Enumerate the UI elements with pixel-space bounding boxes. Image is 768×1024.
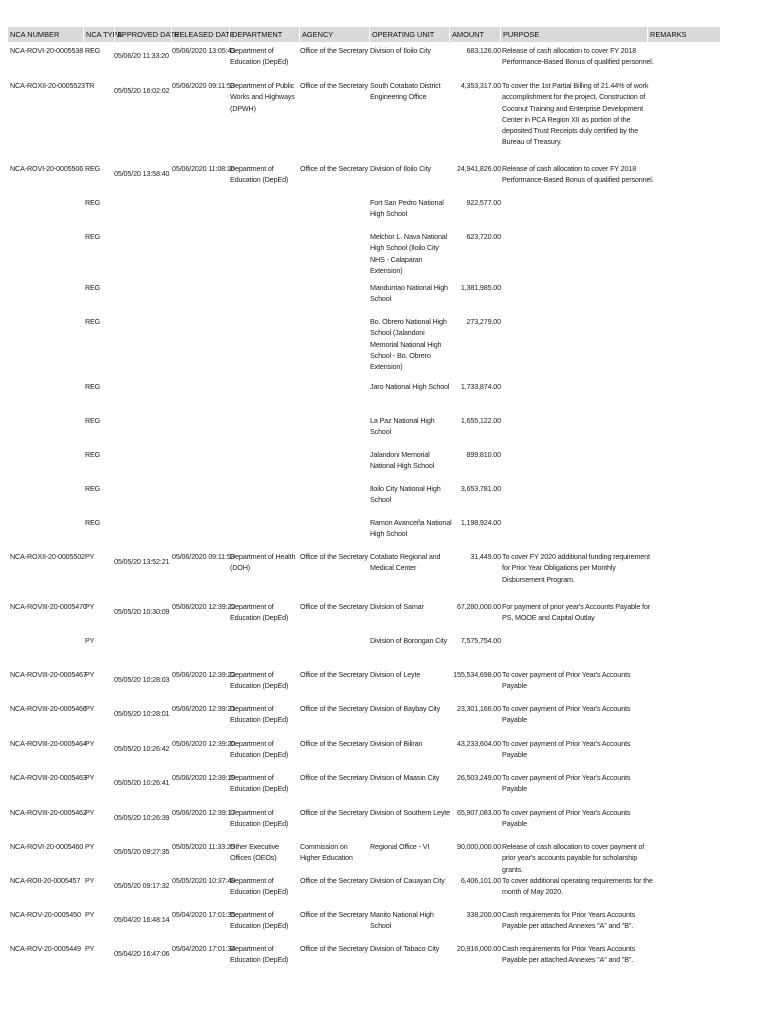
amount-cell: 7,575,754.00	[460, 636, 501, 645]
approved-date-cell: 05/05/20 10:26:39	[114, 813, 170, 822]
purpose-cell: For payment of prior year's Accounts Payable for PS, MOOE and Capital Outlay	[502, 602, 650, 623]
amount-cell: 1,733,874.00	[460, 382, 501, 391]
released-date-cell: 05/06/2020 09:11:53	[172, 552, 235, 561]
operating-unit-cell: Bo. Obrero National High School (Jalandoni Memorial National High School - Bo. Obrero Extension)	[370, 317, 447, 372]
nca-number-cell: NCA-ROVI-20-0005538	[10, 46, 84, 55]
nca-number-cell: NCA-ROII-20-0005457	[10, 876, 81, 885]
nca-number-cell: NCA-ROVIII-20-0005467	[10, 670, 87, 679]
purpose-cell: To cover payment of Prior Year's Accounts Payable	[502, 739, 631, 760]
nca-type-cell: REG	[85, 283, 101, 292]
amount-cell: 23,301,166.00	[456, 704, 501, 713]
nca-number-cell: NCA-ROV-20-0005450	[10, 910, 81, 919]
department-cell: Department of Health (DOH)	[230, 552, 296, 573]
operating-unit-cell: Division of Borongan City	[370, 636, 447, 645]
agency-cell: Office of the Secretary	[300, 46, 368, 55]
nca-type-cell: PY	[85, 876, 95, 885]
released-date-cell: 05/06/2020 12:39:20	[172, 739, 236, 748]
agency-cell: Office of the Secretary	[300, 808, 368, 817]
agency-cell: Office of the Secretary	[300, 602, 368, 611]
department-cell: Department of Education (DepEd)	[230, 670, 289, 691]
header-amount: AMOUNT	[449, 27, 500, 42]
agency-cell: Office of the Secretary	[300, 552, 368, 561]
nca-number-cell: NCA-ROVIII-20-0005462	[10, 808, 87, 817]
agency-cell: Office of the Secretary	[300, 910, 368, 919]
operating-unit-cell: Division of Maasin City	[370, 773, 440, 782]
operating-unit-cell: Division of Baybay City	[370, 704, 441, 713]
operating-unit-cell: Division of Iloilo City	[370, 46, 431, 55]
department-cell: Other Executive Offices (OEOs)	[230, 842, 279, 863]
nca-type-cell: REG	[85, 416, 101, 425]
operating-unit-cell: Manito National High School	[370, 910, 434, 931]
purpose-cell: To cover payment of Prior Year's Accounts Payable	[502, 808, 631, 829]
amount-cell: 67,280,000.00	[456, 602, 501, 611]
approved-date-cell: 05/05/20 13:58:40	[114, 169, 170, 178]
approved-date-cell: 05/06/20 11:33:20	[114, 51, 169, 60]
purpose-cell: Release of cash allocation to cover FY 2018 Performance-Based Bonus of qualified personnel.	[502, 164, 654, 185]
department-cell: Department of Education (DepEd)	[230, 704, 289, 725]
header-operating-unit: OPERATING UNIT	[369, 27, 449, 42]
nca-type-cell: PY	[85, 670, 95, 679]
nca-type-cell: REG	[85, 317, 101, 326]
operating-unit-cell: Fort San Pedro National High School	[370, 198, 444, 219]
nca-number-cell: NCA-ROV-20-0005449	[10, 944, 81, 953]
agency-cell: Office of the Secretary	[300, 81, 368, 90]
amount-cell: 90,000,000.00	[456, 842, 501, 851]
agency-cell: Office of the Secretary	[300, 876, 368, 885]
operating-unit-cell: Iloilo City National High School	[370, 484, 441, 505]
header-nca-type: NCA TYPE	[83, 27, 114, 42]
released-date-cell: 05/06/2020 12:39:17	[172, 808, 236, 817]
operating-unit-cell: Jaro National High School	[370, 382, 450, 391]
operating-unit-cell: Division of Leyte	[370, 670, 421, 679]
operating-unit-cell: Division of Iloilo City	[370, 164, 431, 173]
amount-cell: 683,126.00	[466, 46, 501, 55]
nca-type-cell: PY	[85, 842, 95, 851]
approved-date-cell: 05/05/20 13:52:21	[114, 557, 170, 566]
nca-number-cell: NCA-ROVIII-20-0005466	[10, 704, 87, 713]
nca-type-cell: PY	[85, 636, 95, 645]
nca-number-cell: NCA-ROVIII-20-0005470	[10, 602, 87, 611]
amount-cell: 26,503,249.00	[456, 773, 501, 782]
approved-date-cell: 05/04/20 16:47:06	[114, 949, 170, 958]
purpose-cell: Release of cash allocation to cover FY 2018 Performance-Based Bonus of qualified personnel.	[502, 46, 654, 67]
header-department: DEPARTMENT	[229, 27, 299, 42]
nca-type-cell: REG	[85, 518, 101, 527]
table-header	[8, 27, 720, 42]
header-remarks: REMARKS	[647, 27, 720, 42]
department-cell: Department of Education (DepEd)	[230, 808, 289, 829]
department-cell: Department of Education (DepEd)	[230, 602, 289, 623]
purpose-cell: To cover additional operating requirements for the month of May 2020.	[502, 876, 653, 897]
department-cell: Department of Education (DepEd)	[230, 164, 289, 185]
agency-cell: Office of the Secretary	[300, 739, 368, 748]
purpose-cell: Release of cash allocation to cover payment of prior year's accounts payable for scholarship grants.	[502, 842, 645, 874]
amount-cell: 338,200.00	[466, 910, 501, 919]
operating-unit-cell: Division of Cauayan City	[370, 876, 445, 885]
purpose-cell: To cover payment of Prior Year's Accounts Payable	[502, 670, 631, 691]
operating-unit-cell: Division of Samar	[370, 602, 424, 611]
agency-cell: Office of the Secretary	[300, 773, 368, 782]
approved-date-cell: 05/05/20 10:28:01	[114, 709, 170, 718]
nca-type-cell: PY	[85, 602, 95, 611]
nca-type-cell: PY	[85, 910, 95, 919]
department-cell: Department of Education (DepEd)	[230, 944, 289, 965]
purpose-cell: Cash requirements for Prior Years Accounts Payable per attached Annexes "A" and "B".	[502, 910, 636, 931]
nca-number-cell: NCA-ROVI-20-0005460	[10, 842, 84, 851]
nca-type-cell: TR	[85, 81, 95, 90]
header-released-date: RELEASED DATE	[171, 27, 229, 42]
operating-unit-cell: Mandurriao National High School	[370, 283, 448, 304]
released-date-cell: 05/04/2020 17:01:35	[172, 910, 236, 919]
nca-type-cell: REG	[85, 46, 101, 55]
operating-unit-cell: La Paz National High School	[370, 416, 435, 437]
department-cell: Department of Education (DepEd)	[230, 876, 289, 897]
header-purpose: PURPOSE	[500, 27, 647, 42]
amount-cell: 273,279.00	[466, 317, 501, 326]
operating-unit-cell: Melchor L. Nava National High School (Iloilo City NHS - Calaparan Extension)	[370, 232, 448, 275]
approved-date-cell: 05/05/20 10:28:03	[114, 675, 170, 684]
released-date-cell: 05/04/2020 17:01:34	[172, 944, 236, 953]
released-date-cell: 05/06/2020 12:39:22	[172, 670, 236, 679]
approved-date-cell: 05/05/20 09:27:35	[114, 847, 170, 856]
nca-number-cell: NCA-ROVIII-20-0005463	[10, 773, 87, 782]
agency-cell: Office of the Secretary	[300, 164, 368, 173]
released-date-cell: 05/05/2020 11:33:25	[172, 842, 235, 851]
department-cell: Department of Education (DepEd)	[230, 773, 289, 794]
operating-unit-cell: Ramon Avanceña National High School	[370, 518, 452, 539]
amount-cell: 65,907,083.00	[456, 808, 501, 817]
agency-cell: Office of the Secretary	[300, 944, 368, 953]
nca-type-cell: PY	[85, 739, 95, 748]
purpose-cell: To cover payment of Prior Year's Accounts Payable	[502, 773, 631, 794]
released-date-cell: 05/06/2020 12:39:19	[172, 773, 236, 782]
released-date-cell: 05/06/2020 12:39:22	[172, 602, 236, 611]
header-approved-date: APPROVED DATE	[114, 27, 171, 42]
released-date-cell: 05/06/2020 13:05:43	[172, 46, 236, 55]
amount-cell: 1,198,924.00	[460, 518, 501, 527]
header-agency: AGENCY	[299, 27, 369, 42]
purpose-cell: To cover FY 2020 additional funding requirement for Prior Year Obligations per Monthly Disbursement Program.	[502, 552, 650, 584]
nca-type-cell: REG	[85, 382, 101, 391]
department-cell: Department of Education (DepEd)	[230, 910, 289, 931]
approved-date-cell: 05/05/20 09:17:32	[114, 881, 170, 890]
operating-unit-cell: South Cotabato District Engineering Office	[370, 81, 441, 102]
amount-cell: 899,810.00	[466, 450, 501, 459]
operating-unit-cell: Jalandoni Memorial National High School	[370, 450, 435, 471]
released-date-cell: 05/06/2020 12:39:21	[172, 704, 236, 713]
purpose-cell: Cash requirements for Prior Years Accounts Payable per attached Annexes "A" and "B".	[502, 944, 636, 965]
nca-type-cell: REG	[85, 484, 101, 493]
amount-cell: 922,577.00	[466, 198, 501, 207]
approved-date-cell: 05/05/20 10:30:09	[114, 607, 170, 616]
nca-type-cell: PY	[85, 704, 95, 713]
operating-unit-cell: Cotabato Regional and Medical Center	[370, 552, 441, 573]
nca-number-cell: NCA-ROXII-20-0005502	[10, 552, 85, 561]
nca-type-cell: REG	[85, 198, 101, 207]
approved-date-cell: 05/04/20 16:48:14	[114, 915, 170, 924]
nca-type-cell: REG	[85, 450, 101, 459]
nca-type-cell: PY	[85, 773, 95, 782]
nca-number-cell: NCA-ROVI-20-0005506	[10, 164, 84, 173]
operating-unit-cell: Regional Office - VI	[370, 842, 430, 851]
amount-cell: 623,720.00	[466, 232, 501, 241]
released-date-cell: 05/06/2020 11:08:16	[172, 164, 235, 173]
nca-type-cell: PY	[85, 808, 95, 817]
amount-cell: 1,381,985.00	[460, 283, 501, 292]
agency-cell: Office of the Secretary	[300, 704, 368, 713]
department-cell: Department of Education (DepEd)	[230, 46, 289, 67]
header-nca-number: NCA NUMBER	[10, 30, 60, 39]
amount-cell: 155,534,698.00	[453, 670, 501, 679]
operating-unit-cell: Division of Tabaco City	[370, 944, 440, 953]
approved-date-cell: 05/05/20 10:26:41	[114, 778, 170, 787]
amount-cell: 4,353,317.00	[460, 81, 501, 90]
nca-type-cell: REG	[85, 232, 101, 241]
amount-cell: 6,406,101.00	[460, 876, 501, 885]
purpose-cell: To cover the 1st Partial Billing of 21.44% of work accomplishment for the project, Construction of Coconut Training and Enterprise Development Center in PCA Region XII as portion of the deposited Trust Receipts duly certified by the Bureau of Treasury.	[502, 81, 649, 147]
nca-table	[8, 27, 720, 965]
agency-cell: Office of the Secretary	[300, 670, 368, 679]
amount-cell: 1,655,122.00	[460, 416, 501, 425]
amount-cell: 43,233,604.00	[456, 739, 501, 748]
department-cell: Department of Education (DepEd)	[230, 739, 289, 760]
released-date-cell: 05/06/2020 09:11:53	[172, 81, 235, 90]
amount-cell: 24,941,826.00	[456, 164, 501, 173]
amount-cell: 31,449.00	[470, 552, 501, 561]
operating-unit-cell: Division of Biliran	[370, 739, 423, 748]
nca-type-cell: REG	[85, 164, 101, 173]
amount-cell: 20,916,000.00	[456, 944, 501, 953]
department-cell: Department of Public Works and Highways (DPWH)	[230, 81, 295, 113]
approved-date-cell: 05/05/20 10:26:42	[114, 744, 170, 753]
nca-type-cell: PY	[85, 944, 95, 953]
nca-number-cell: NCA-ROVIII-20-0005464	[10, 739, 87, 748]
amount-cell: 3,653,781.00	[460, 484, 501, 493]
operating-unit-cell: Division of Southern Leyte	[370, 808, 451, 817]
nca-number-cell: NCA-ROXII-20-0005523	[10, 81, 85, 90]
agency-cell: Commission on Higher Education	[300, 842, 353, 863]
nca-type-cell: PY	[85, 552, 95, 561]
purpose-cell: To cover payment of Prior Year's Accounts Payable	[502, 704, 631, 725]
released-date-cell: 05/05/2020 10:37:48	[172, 876, 236, 885]
approved-date-cell: 05/05/20 16:02:02	[114, 86, 170, 95]
